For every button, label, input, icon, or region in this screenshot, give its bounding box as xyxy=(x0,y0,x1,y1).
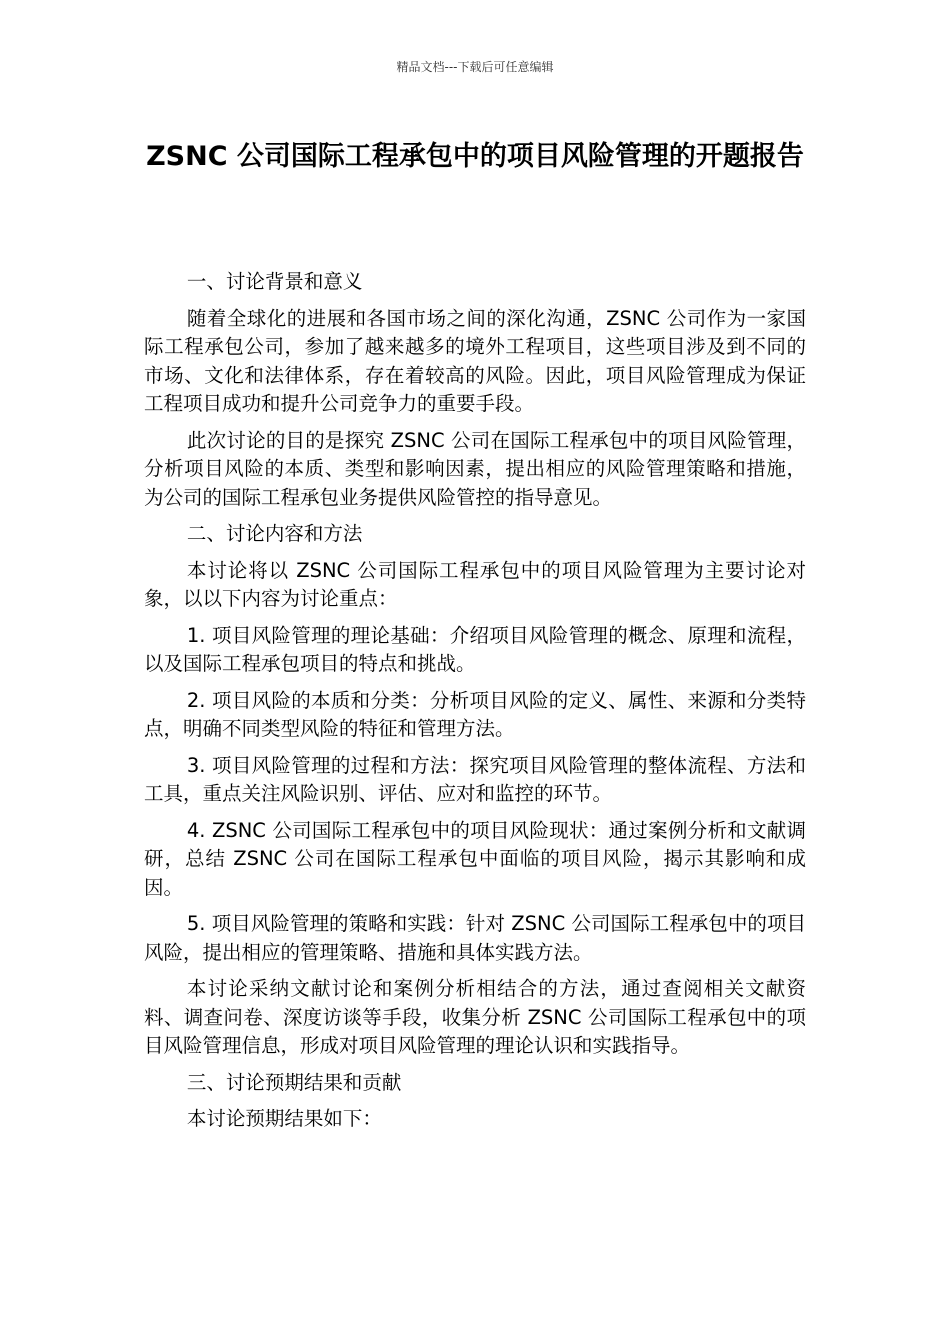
paragraph-expected-intro: 本讨论预期结果如下： xyxy=(186,1107,382,1130)
section-heading-background: 一、讨论背景和意义 xyxy=(186,270,363,293)
document-title: ZSNC 公司国际工程承包中的项目风险管理的开题报告 xyxy=(146,141,804,172)
list-item-1: 1. 项目风险管理的理论基础：介绍项目风险管理的概念、原理和流程，以及国际工程承包项目的特点和挑战。 xyxy=(144,623,806,675)
header-note: 精品文档---下载后可任意编辑 xyxy=(396,60,554,74)
document-body xyxy=(144,268,806,1142)
paragraph-background: 随着全球化的进展和各国市场之间的深化沟通，ZSNC 公司作为一家国际工程承包公司，参加了越来越多的境外工程项目，这些项目涉及到不同的市场、文化和法律体系，存在着较高的风险。因此，项目风险管理成为保证工程项目成功和提升公司竞争力的重要手段。 xyxy=(144,306,806,415)
section-heading-expected-results: 三、讨论预期结果和贡献 xyxy=(186,1070,402,1094)
paragraph-purpose: 此次讨论的目的是探究 ZSNC 公司在国际工程承包中的项目风险管理，分析项目风险的本质、类型和影响因素，提出相应的风险管理策略和措施，为公司的国际工程承包业务提供风险管控的指导意见。 xyxy=(144,428,806,509)
list-item-4: 4. ZSNC 公司国际工程承包中的项目风险现状：通过案例分析和文献调研，总结 ZSNC 公司在国际工程承包中面临的项目风险，揭示其影响和成因。 xyxy=(144,818,806,899)
paragraph-content-intro: 本讨论将以 ZSNC 公司国际工程承包中的项目风险管理为主要讨论对象，以以下内容为讨论重点： xyxy=(144,558,806,610)
section-heading-content-method: 二、讨论内容和方法 xyxy=(186,522,363,545)
list-item-3: 3. 项目风险管理的过程和方法：探究项目风险管理的整体流程、方法和工具，重点关注风险识别、评估、应对和监控的环节。 xyxy=(144,753,806,805)
paragraph-method: 本讨论采纳文献讨论和案例分析相结合的方法，通过查阅相关文献资料、调查问卷、深度访谈等手段，收集分析 ZSNC 公司国际工程承包中的项目风险管理信息，形成对项目风险管理的理论认识和实践指导。 xyxy=(144,977,806,1057)
list-item-5: 5. 项目风险管理的策略和实践：针对 ZSNC 公司国际工程承包中的项目风险，提出相应的管理策略、措施和具体实践方法。 xyxy=(144,912,806,964)
list-item-2: 2. 项目风险的本质和分类：分析项目风险的定义、属性、来源和分类特点，明确不同类型风险的特征和管理方法。 xyxy=(144,688,806,740)
